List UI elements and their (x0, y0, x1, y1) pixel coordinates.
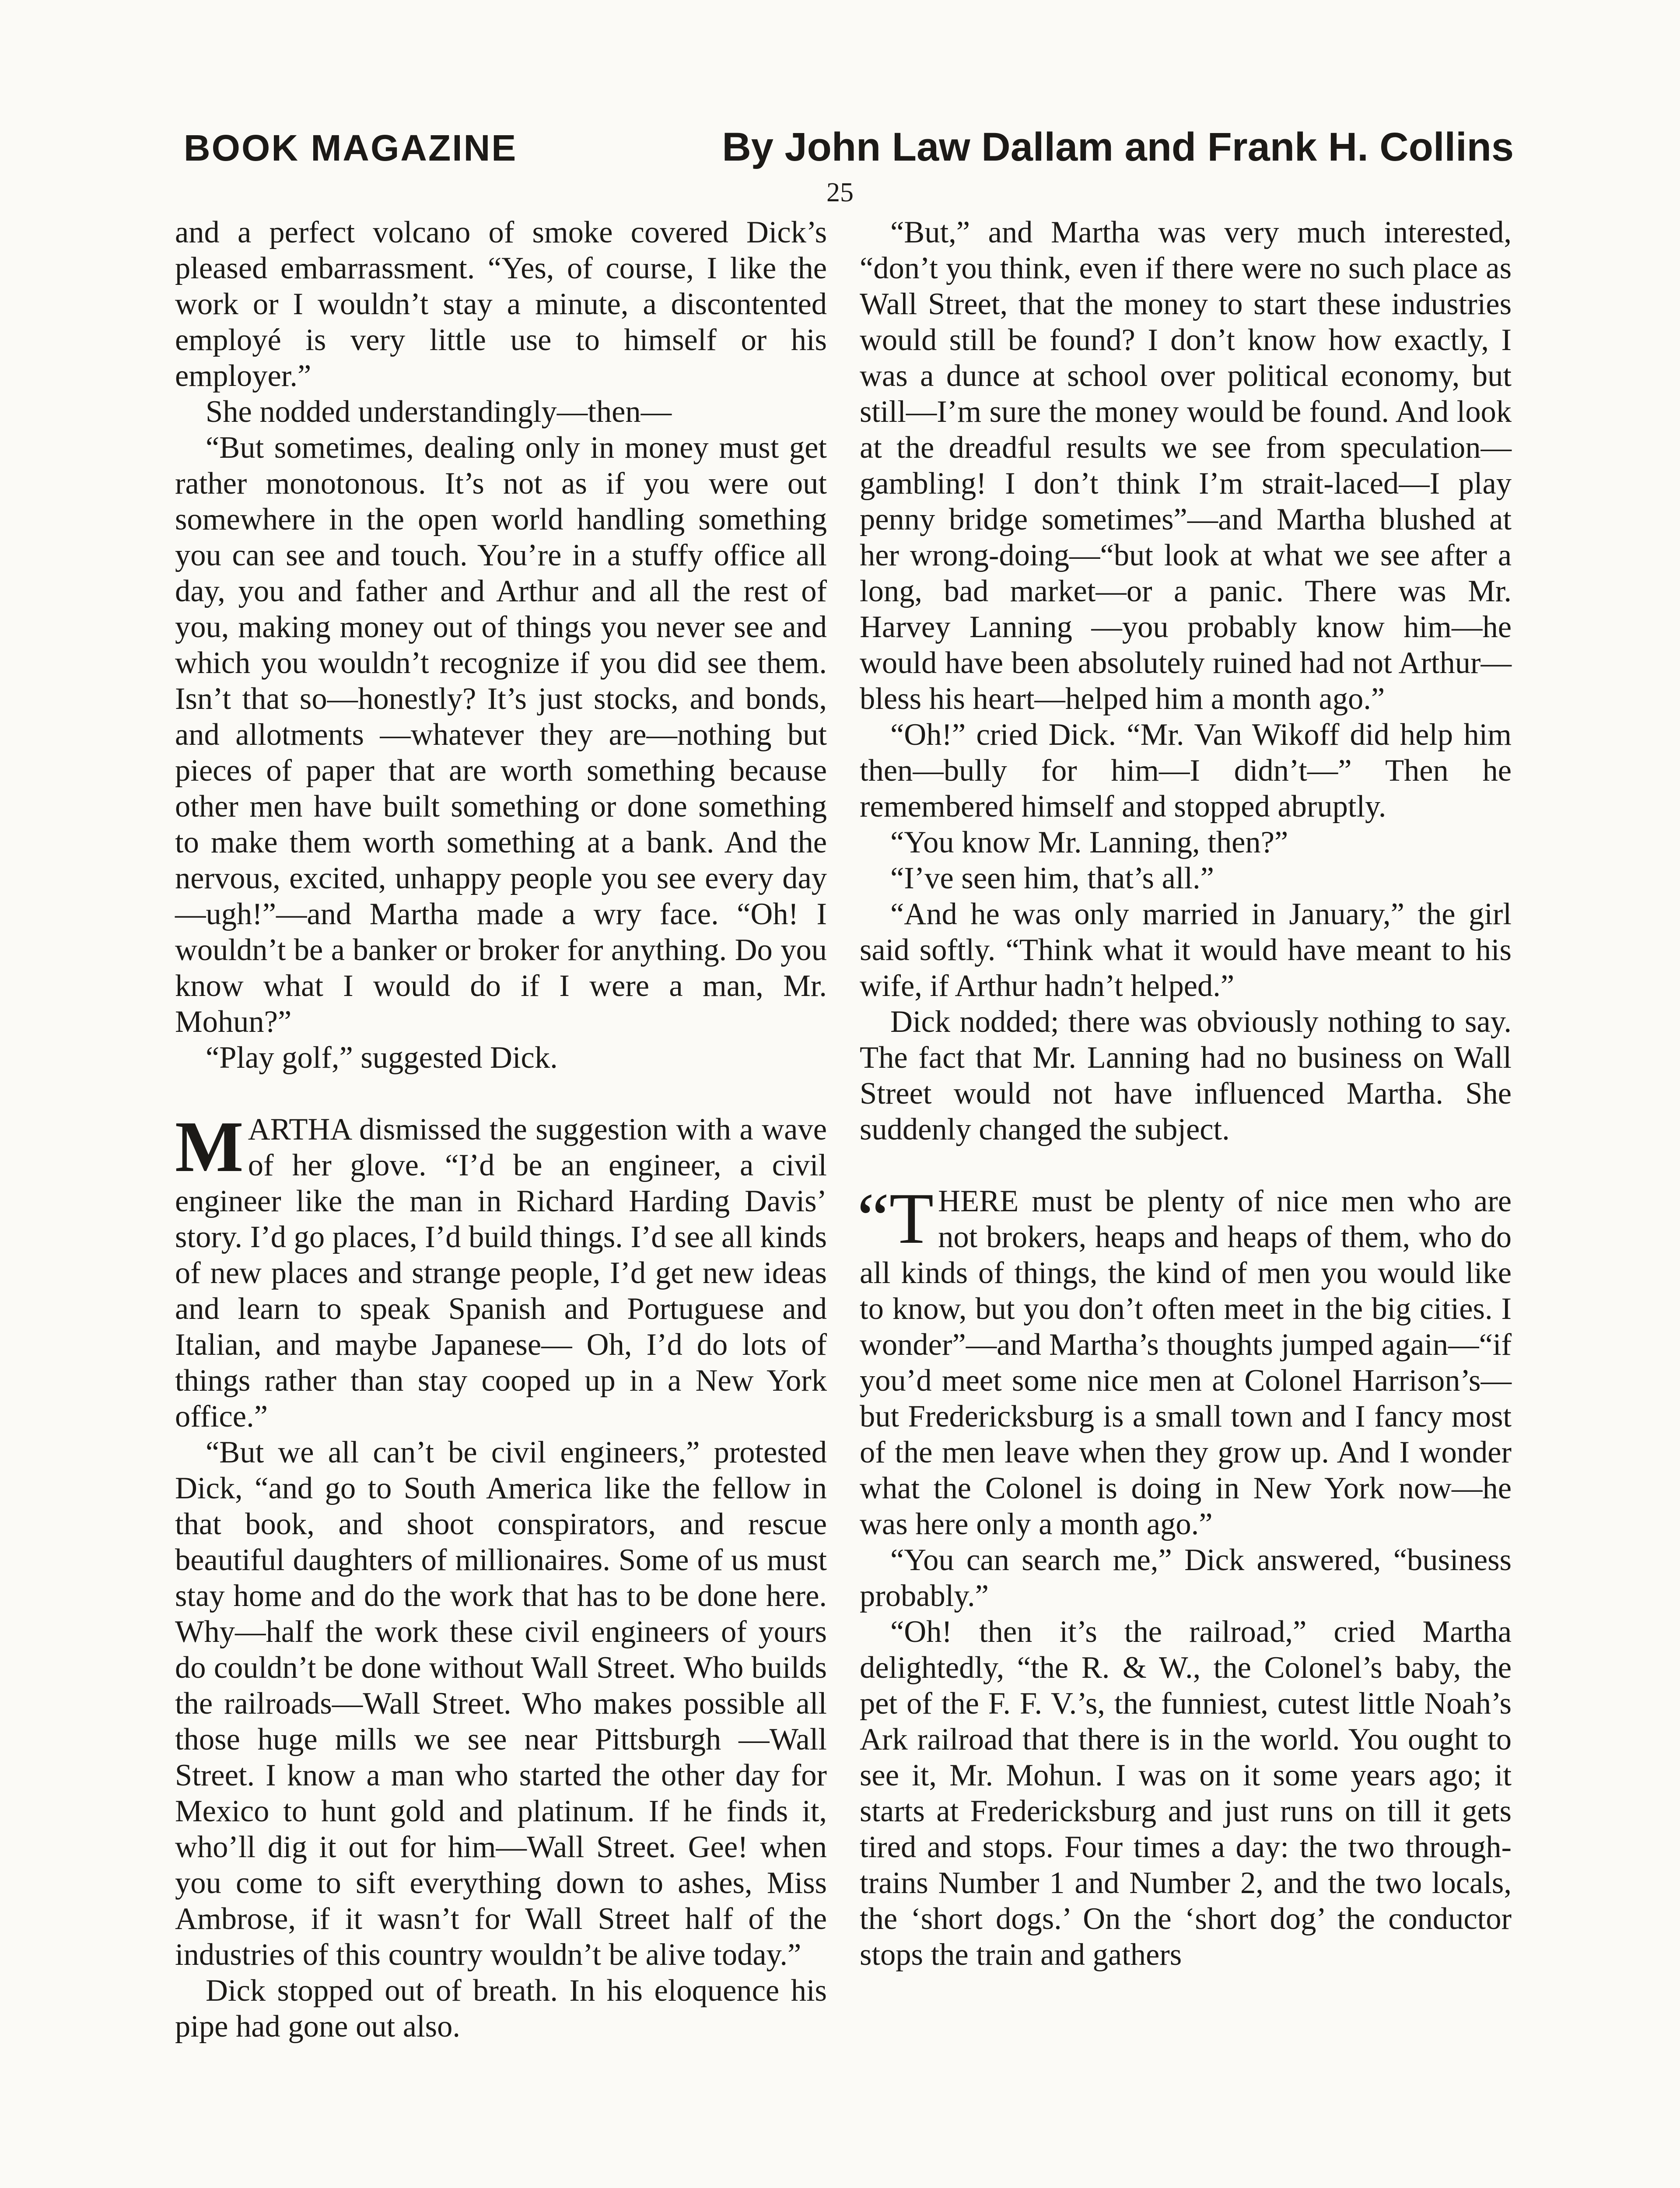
paragraph: “Play golf,” suggested Dick. (206, 1041, 558, 1075)
paragraph: and a perfect volcano of smoke covered Dick’s pleased embarrassment. “Yes, of course, I like the work or I wouldn’t stay a minute, a discontented employé is very little use to himself or his employer.” (175, 215, 827, 393)
section-opening-paragraph (857, 1178, 1512, 1542)
paragraph: “But we all can’t be civil engineers,” protested Dick, “and go to South America like the fellow in that book, and shoot conspirators, and rescue beautiful daughters of millionaires. Some of us must stay home and do the work that has to be done here. Why—half the work these civil engineers of yours do couldn’t be done without Wall Street. Who builds the railroads—Wall Street. Who makes possible all those huge mills we see near Pittsburgh —Wall Street. I know a man who started the other day for Mexico to hunt gold and platinum. If he finds it, who’ll dig it out for him—Wall Street. Gee! when you come to sift everything down to ashes, Miss Ambrose, if it wasn’t for Wall Street half of the industries of this country wouldn’t be alive today.” (175, 1435, 827, 1972)
paragraph: “But sometimes, dealing only in money must get rather monotonous. It’s not as if you were out somewhere in the open world handling something you can see and touch. You’re in a stuffy office all day, you and father and Arthur and all the rest of you, making money out of things you never see and which you wouldn’t recognize if you did see them. Isn’t that so—honestly? It’s just stocks, and bonds, and allotments —whatever they are—nothing but pieces of paper that are worth something because other men have built something or done something to make them worth something at a bank. And the nervous, excited, unhappy people you see every day—ugh!”—and Martha made a wry face. “Oh! I wouldn’t be a banker or broker for anything. Do you know what I would do if I were a man, Mr. Mohun?” (175, 431, 827, 1039)
paragraph: “I’ve seen him, that’s all.” (890, 861, 1214, 895)
page-header (184, 127, 1514, 184)
paragraph: Dick nodded; there was obviously nothing to say. The fact that Mr. Lanning had no business on Wall Street would not have influenced Martha. She suddenly changed the subject. (860, 1005, 1512, 1147)
page-number: 25 (826, 178, 854, 207)
drop-cap: M (175, 1106, 244, 1187)
paragraph: “You know Mr. Lanning, then?” (890, 825, 1288, 859)
small-caps-lead: HERE (938, 1184, 1019, 1218)
paragraph-text: dismissed the suggestion with a wave of her glove. “I’d be an engineer, a civil engineer like the man in Richard Harding Davis’ story. I’d go places, I’d build things. I’d see all kinds of new places and strange people, I’d get new ideas and learn to speak Spanish and Portuguese and Italian, and maybe Japanese— Oh, I’d do lots of things rather than stay cooped up in a New York office.” (175, 1112, 827, 1434)
paragraph: “But,” and Martha was very much interested, “don’t you think, even if there were no such place as Wall Street, that the money to start these industries would still be found? I don’t know how exactly, I was a dunce at school over political economy, but still—I’m sure the money would be found. And look at the dreadful results we see from speculation—gambling! I don’t think I’m strait-laced—I play penny bridge sometimes”—and Martha blushed at her wrong-doing—“but look at what we see after a long, bad market—or a panic. There was Mr. Harvey Lanning —you probably know him—he would have been absolutely ruined had not Arthur—bless his heart—helped him a month ago.” (860, 215, 1512, 716)
paragraph: “You can search me,” Dick answered, “business probably.” (860, 1543, 1512, 1613)
author-byline: By John Law Dallam and Frank H. Collins (722, 125, 1514, 169)
drop-cap-quote (857, 1178, 934, 1259)
right-column (857, 214, 1512, 1973)
paragraph: “And he was only married in January,” the girl said softly. “Think what it would have meant to his wife, if Arthur hadn’t helped.” (860, 897, 1512, 1003)
small-caps-lead: ARTHA (248, 1112, 351, 1147)
paragraph: “Oh! then it’s the railroad,” cried Martha delightedly, “the R. & W., the Colonel’s baby, the pet of the F. F. V.’s, the funniest, cutest little Noah’s Ark railroad that there is in the world. You ought to see it, Mr. Mohun. I was on it some years ago; it starts at Fredericksburg and just runs on till it gets tired and stops. Four times a day: the two through-trains Number 1 and Number 2, and the two locals, the ‘short dogs.’ On the ‘short dog’ the conductor stops the train and gathers (860, 1615, 1512, 1972)
paragraph-text: must be plenty of nice men who are not brokers, heaps and heaps of them, who do all kinds of things, the kind of men you would like to know, but you don’t often meet in the big cities. I wonder”—and Martha’s thoughts jumped again—“if you’d meet some nice men at Colonel Harrison’s—but Fredericksburg is a small town and I fancy most of the men leave when they grow up. And I wonder what the Colonel is doing in New York now—he was here only a month ago.” (860, 1184, 1512, 1541)
opening-quote-mark: “ (857, 1178, 889, 1259)
section-opening-paragraph (175, 1106, 827, 1434)
magazine-title: BOOK MAGAZINE (184, 127, 518, 168)
left-column (175, 214, 827, 2044)
paragraph: Dick stopped out of breath. In his eloquence his pipe had gone out also. (175, 1974, 827, 2044)
paragraph: “Oh!” cried Dick. “Mr. Van Wikoff did help him then—bully for him—I didn’t—” Then he remembered himself and stopped abruptly. (860, 718, 1512, 824)
drop-cap: T (889, 1178, 934, 1259)
paragraph: She nodded understandingly—then— (206, 395, 672, 429)
